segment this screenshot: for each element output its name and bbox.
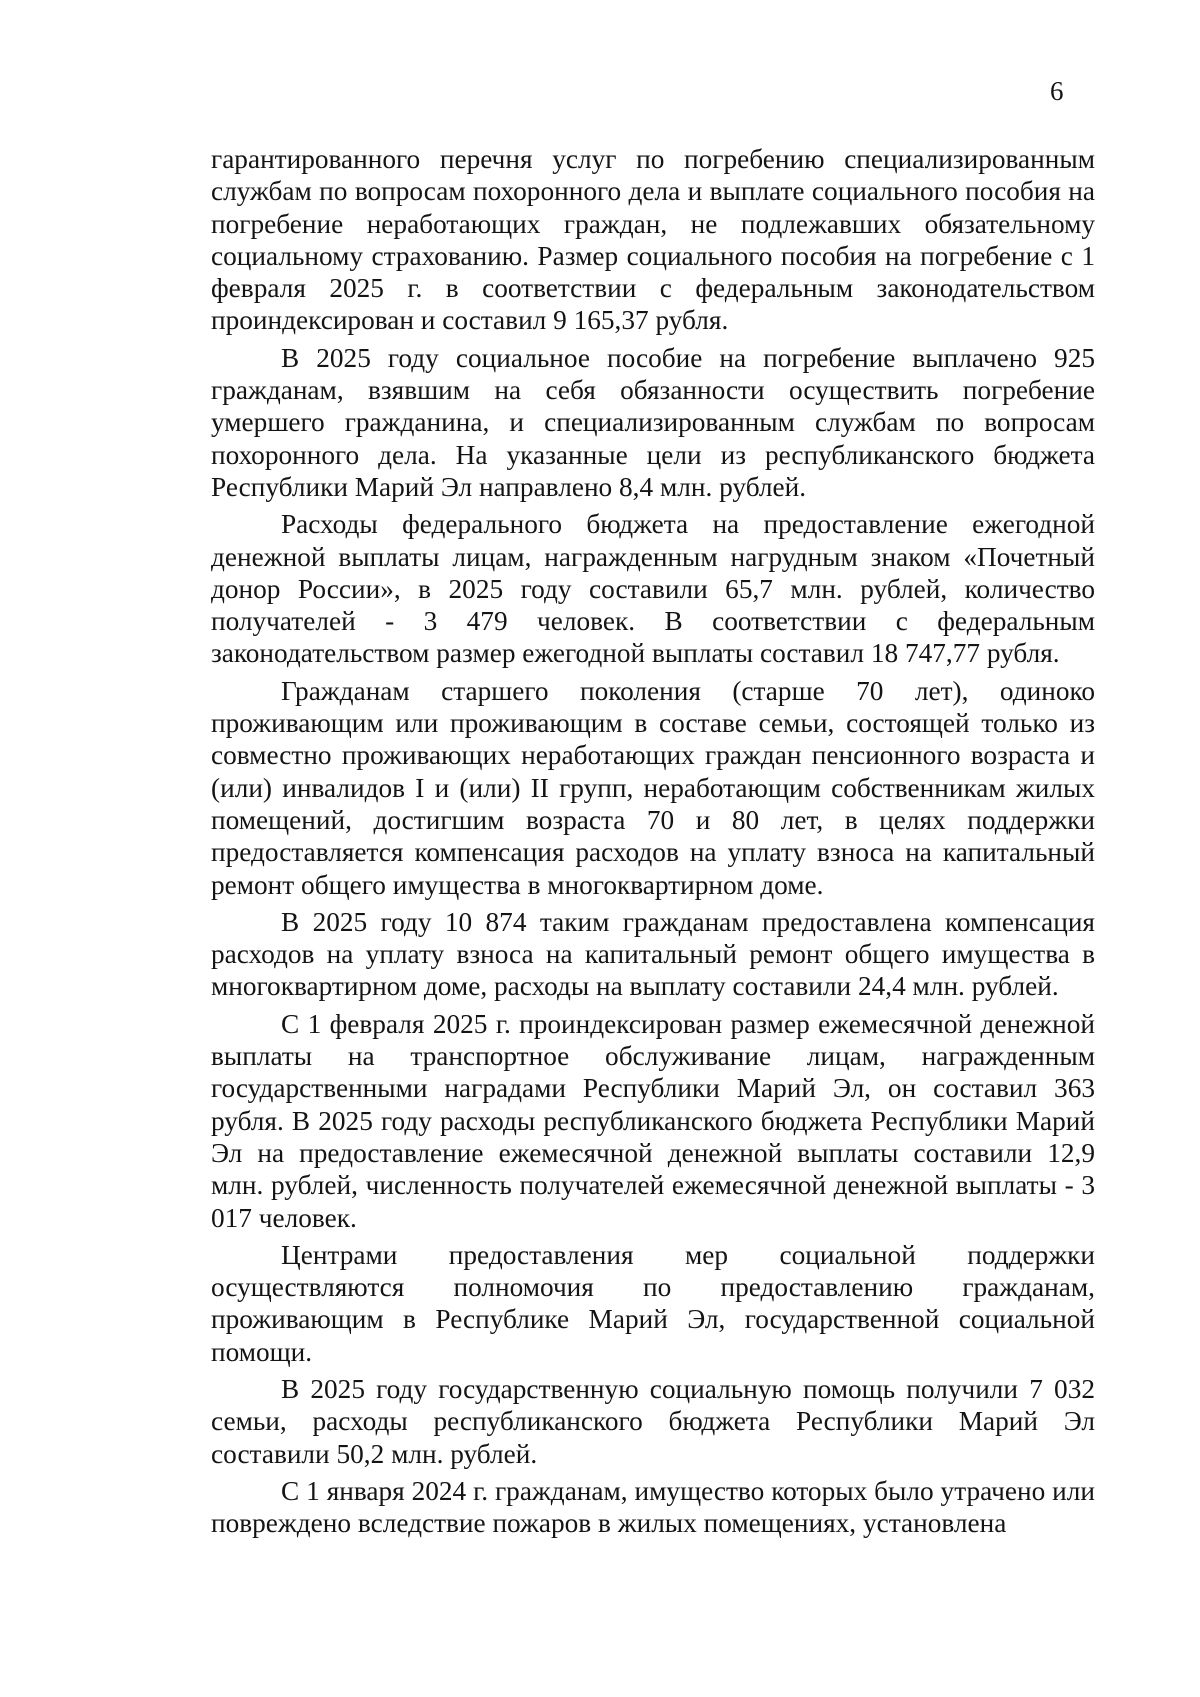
paragraph: Гражданам старшего поколения (старше 70 лет), одиноко проживающим или проживающим в составе семьи, состоящей только из совместно проживающих неработающих граждан пенсионного возраста и (или) инвалидов I и (или) II групп, неработающим собственникам жилых помещений, достигшим возраста 70 и 80 лет, в целях поддержки предоставляется компенсация расходов на уплату взноса на капитальный ремонт общего имущества в многоквартирном доме.	[211, 675, 1095, 900]
paragraph: гарантированного перечня услуг по погребению специализированным службам по вопросам похоронного дела и выплате социального пособия на погребение неработающих граждан, не подлежавших обязательному социальному страхованию. Размер социального пособия на погребение с 1 февраля 2025 г. в соответствии с федеральным законодательством проиндексирован и составил 9 165,37 рубля.	[211, 144, 1095, 336]
paragraph: С 1 февраля 2025 г. проиндексирован размер ежемесячной денежной выплаты на транспортное обслуживание лицам, награжденным государственными наградами Республики Марий Эл, он составил 363 рубля. В 2025 году расходы республиканского бюджета Республики Марий Эл на предоставление ежемесячной денежной выплаты составили 12,9 млн. рублей, численность получателей ежемесячной денежной выплаты - 3 017 человек.	[211, 1008, 1095, 1233]
document-body	[211, 143, 1095, 1544]
paragraph: С 1 января 2024 г. гражданам, имущество которых было утрачено или повреждено вследствие пожаров в жилых помещениях, установлена	[211, 1475, 1095, 1539]
paragraph: В 2025 году 10 874 таким гражданам предоставлена компенсация расходов на уплату взноса на капитальный ремонт общего имущества в многоквартирном доме, расходы на выплату составили 24,4 млн. рублей.	[211, 906, 1095, 1002]
paragraph: В 2025 году государственную социальную помощь получили 7 032 семьи, расходы республиканского бюджета Республики Марий Эл составили 50,2 млн. рублей.	[211, 1373, 1095, 1469]
paragraph: В 2025 году социальное пособие на погребение выплачено 925 гражданам, взявшим на себя обязанности осуществить погребение умершего гражданина, и специализированным службам по вопросам похоронного дела. На указанные цели из республиканского бюджета Республики Марий Эл направлено 8,4 млн. рублей.	[211, 342, 1095, 502]
paragraph: Центрами предоставления мер социальной поддержки осуществляются полномочия по предоставлению гражданам, проживающим в Республике Марий Эл, государственной социальной помощи.	[211, 1239, 1095, 1367]
paragraph: Расходы федерального бюджета на предоставление ежегодной денежной выплаты лицам, награжденным нагрудным знаком «Почетный донор России», в 2025 году составили 65,7 млн. рублей, количество получателей - 3 479 человек. В соответствии с федеральным законодательством размер ежегодной выплаты составил 18 747,77 рубля.	[211, 509, 1095, 669]
page-number: 6	[1050, 76, 1064, 106]
